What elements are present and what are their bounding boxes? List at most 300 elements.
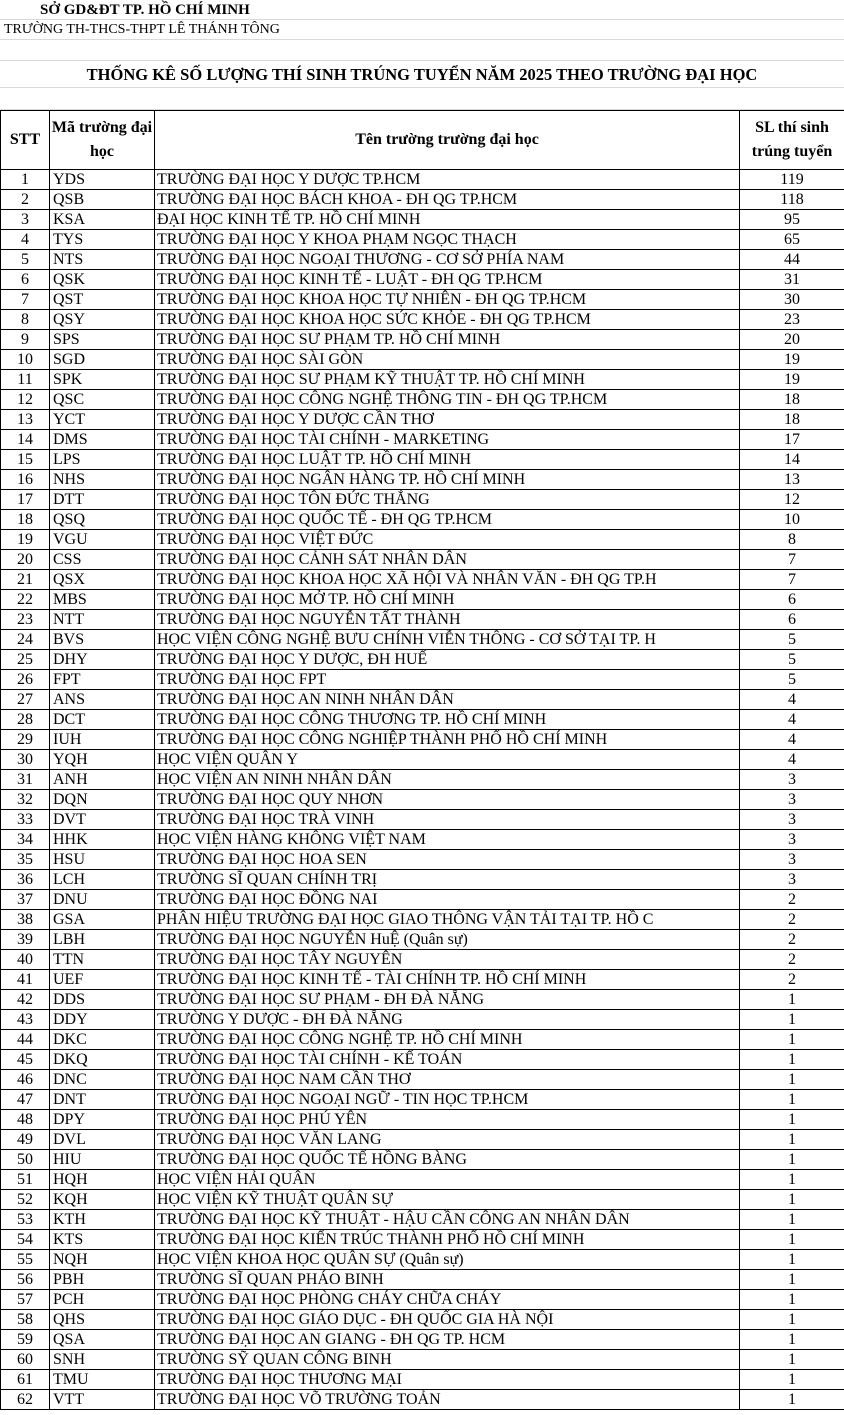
table-row bbox=[1, 510, 844, 530]
cell-stt: 25 bbox=[1, 650, 50, 670]
cell-admitted-count: 10 bbox=[740, 510, 844, 530]
cell-school-code: NTT bbox=[50, 610, 155, 630]
cell-school-code: DDS bbox=[50, 990, 155, 1010]
cell-school-name: TRƯỜNG ĐẠI HỌC SÀI GÒN bbox=[155, 350, 740, 370]
cell-school-code: DVT bbox=[50, 810, 155, 830]
cell-stt: 61 bbox=[1, 1370, 50, 1390]
cell-admitted-count: 3 bbox=[740, 790, 844, 810]
column-header-admitted-count: SL thí sinh trúng tuyển bbox=[740, 111, 844, 170]
cell-admitted-count: 5 bbox=[740, 650, 844, 670]
cell-admitted-count: 8 bbox=[740, 530, 844, 550]
organization-name: SỞ GD&ĐT TP. HỒ CHÍ MINH bbox=[0, 0, 844, 20]
cell-stt: 42 bbox=[1, 990, 50, 1010]
admissions-table bbox=[0, 110, 844, 1410]
table-row bbox=[1, 210, 844, 230]
cell-school-name: TRƯỜNG ĐẠI HỌC THƯƠNG MẠI bbox=[155, 1370, 740, 1390]
cell-admitted-count: 4 bbox=[740, 690, 844, 710]
table-row bbox=[1, 1230, 844, 1250]
cell-stt: 44 bbox=[1, 1030, 50, 1050]
cell-stt: 20 bbox=[1, 550, 50, 570]
cell-stt: 47 bbox=[1, 1090, 50, 1110]
cell-admitted-count: 19 bbox=[740, 350, 844, 370]
cell-school-code: KTH bbox=[50, 1210, 155, 1230]
cell-school-code: KTS bbox=[50, 1230, 155, 1250]
cell-school-name: ĐẠI HỌC KINH TẾ TP. HỒ CHÍ MINH bbox=[155, 210, 740, 230]
cell-stt: 35 bbox=[1, 850, 50, 870]
column-header-school-name: Tên trường trường đại học bbox=[155, 111, 740, 170]
cell-stt: 40 bbox=[1, 950, 50, 970]
table-row bbox=[1, 930, 844, 950]
cell-school-name: TRƯỜNG ĐẠI HỌC TÂY NGUYÊN bbox=[155, 950, 740, 970]
cell-admitted-count: 1 bbox=[740, 1250, 844, 1270]
cell-school-code: SGD bbox=[50, 350, 155, 370]
cell-admitted-count: 19 bbox=[740, 370, 844, 390]
cell-school-code: LPS bbox=[50, 450, 155, 470]
cell-school-code: HIU bbox=[50, 1150, 155, 1170]
table-row bbox=[1, 790, 844, 810]
cell-school-name: TRƯỜNG ĐẠI HỌC CÔNG NGHIỆP THÀNH PHỐ HỒ CHÍ MINH bbox=[155, 730, 740, 750]
cell-school-name: TRƯỜNG ĐẠI HỌC NGUYỄN HuỆ (Quân sự) bbox=[155, 930, 740, 950]
table-row bbox=[1, 1050, 844, 1070]
cell-admitted-count: 4 bbox=[740, 750, 844, 770]
cell-school-code: TMU bbox=[50, 1370, 155, 1390]
cell-stt: 36 bbox=[1, 870, 50, 890]
cell-admitted-count: 119 bbox=[740, 170, 844, 190]
cell-admitted-count: 1 bbox=[740, 1070, 844, 1090]
cell-school-name: TRƯỜNG ĐẠI HỌC NAM CẦN THƠ bbox=[155, 1070, 740, 1090]
table-row bbox=[1, 550, 844, 570]
cell-school-name: TRƯỜNG ĐẠI HỌC TÀI CHÍNH - KẾ TOÁN bbox=[155, 1050, 740, 1070]
cell-admitted-count: 2 bbox=[740, 910, 844, 930]
cell-admitted-count: 1 bbox=[740, 1290, 844, 1310]
cell-admitted-count: 17 bbox=[740, 430, 844, 450]
cell-school-code: CSS bbox=[50, 550, 155, 570]
cell-school-code: KSA bbox=[50, 210, 155, 230]
cell-admitted-count: 1 bbox=[740, 1130, 844, 1150]
cell-school-code: QSA bbox=[50, 1330, 155, 1350]
cell-admitted-count: 1 bbox=[740, 1190, 844, 1210]
cell-school-code: DHY bbox=[50, 650, 155, 670]
cell-school-code: LCH bbox=[50, 870, 155, 890]
cell-school-code: MBS bbox=[50, 590, 155, 610]
cell-admitted-count: 20 bbox=[740, 330, 844, 350]
cell-admitted-count: 1 bbox=[740, 1370, 844, 1390]
table-row bbox=[1, 470, 844, 490]
cell-school-name: TRƯỜNG ĐẠI HỌC BÁCH KHOA - ĐH QG TP.HCM bbox=[155, 190, 740, 210]
cell-stt: 23 bbox=[1, 610, 50, 630]
cell-school-name: TRƯỜNG SỸ QUAN CÔNG BINH bbox=[155, 1350, 740, 1370]
cell-admitted-count: 3 bbox=[740, 810, 844, 830]
cell-school-code: QST bbox=[50, 290, 155, 310]
cell-admitted-count: 4 bbox=[740, 730, 844, 750]
cell-school-name: TRƯỜNG ĐẠI HỌC NGOẠI THƯƠNG - CƠ SỞ PHÍA NAM bbox=[155, 250, 740, 270]
cell-admitted-count: 12 bbox=[740, 490, 844, 510]
table-row bbox=[1, 1330, 844, 1350]
cell-admitted-count: 3 bbox=[740, 770, 844, 790]
cell-school-code: DNT bbox=[50, 1090, 155, 1110]
table-row bbox=[1, 850, 844, 870]
cell-stt: 30 bbox=[1, 750, 50, 770]
cell-admitted-count: 1 bbox=[740, 1310, 844, 1330]
cell-stt: 27 bbox=[1, 690, 50, 710]
cell-stt: 51 bbox=[1, 1170, 50, 1190]
table-row bbox=[1, 1070, 844, 1090]
cell-school-name: TRƯỜNG ĐẠI HỌC AN NINH NHÂN DÂN bbox=[155, 690, 740, 710]
report-title: THỐNG KÊ SỐ LƯỢNG THÍ SINH TRÚNG TUYỂN NĂM 2025 THEO TRƯỜNG ĐẠI HỌC bbox=[0, 61, 844, 88]
cell-school-name: TRƯỜNG ĐẠI HỌC VĂN LANG bbox=[155, 1130, 740, 1150]
cell-school-code: LBH bbox=[50, 930, 155, 950]
cell-school-code: DDY bbox=[50, 1010, 155, 1030]
cell-admitted-count: 4 bbox=[740, 710, 844, 730]
cell-school-code: DPY bbox=[50, 1110, 155, 1130]
cell-stt: 11 bbox=[1, 370, 50, 390]
cell-school-code: YCT bbox=[50, 410, 155, 430]
cell-admitted-count: 65 bbox=[740, 230, 844, 250]
cell-admitted-count: 23 bbox=[740, 310, 844, 330]
cell-school-code: UEF bbox=[50, 970, 155, 990]
cell-stt: 48 bbox=[1, 1110, 50, 1130]
table-row bbox=[1, 350, 844, 370]
cell-school-name: TRƯỜNG SĨ QUAN PHÁO BINH bbox=[155, 1270, 740, 1290]
cell-admitted-count: 2 bbox=[740, 950, 844, 970]
cell-admitted-count: 1 bbox=[740, 1230, 844, 1250]
cell-school-code: DMS bbox=[50, 430, 155, 450]
cell-admitted-count: 1 bbox=[740, 1170, 844, 1190]
cell-stt: 57 bbox=[1, 1290, 50, 1310]
table-row bbox=[1, 890, 844, 910]
cell-school-name: TRƯỜNG ĐẠI HỌC NGUYỄN TẤT THÀNH bbox=[155, 610, 740, 630]
table-row bbox=[1, 1170, 844, 1190]
cell-admitted-count: 1 bbox=[740, 1150, 844, 1170]
cell-school-code: YQH bbox=[50, 750, 155, 770]
cell-school-code: ANS bbox=[50, 690, 155, 710]
cell-stt: 4 bbox=[1, 230, 50, 250]
table-row bbox=[1, 650, 844, 670]
cell-school-code: DTT bbox=[50, 490, 155, 510]
cell-school-code: QHS bbox=[50, 1310, 155, 1330]
cell-stt: 28 bbox=[1, 710, 50, 730]
table-row bbox=[1, 990, 844, 1010]
cell-stt: 55 bbox=[1, 1250, 50, 1270]
cell-school-name: TRƯỜNG ĐẠI HỌC NGÂN HÀNG TP. HỒ CHÍ MINH bbox=[155, 470, 740, 490]
table-row bbox=[1, 1350, 844, 1370]
cell-school-code: BVS bbox=[50, 630, 155, 650]
cell-admitted-count: 1 bbox=[740, 1390, 844, 1410]
cell-admitted-count: 5 bbox=[740, 630, 844, 650]
table-row bbox=[1, 1110, 844, 1130]
table-row bbox=[1, 330, 844, 350]
cell-admitted-count: 118 bbox=[740, 190, 844, 210]
cell-school-name: TRƯỜNG ĐẠI HỌC KHOA HỌC TỰ NHIÊN - ĐH QG TP.HCM bbox=[155, 290, 740, 310]
cell-stt: 24 bbox=[1, 630, 50, 650]
cell-admitted-count: 2 bbox=[740, 970, 844, 990]
table-row bbox=[1, 690, 844, 710]
cell-school-name: TRƯỜNG ĐẠI HỌC VIỆT ĐỨC bbox=[155, 530, 740, 550]
cell-stt: 54 bbox=[1, 1230, 50, 1250]
cell-admitted-count: 1 bbox=[740, 1050, 844, 1070]
cell-school-name: HỌC VIỆN KHOA HỌC QUÂN SỰ (Quân sự) bbox=[155, 1250, 740, 1270]
table-row bbox=[1, 1310, 844, 1330]
table-row bbox=[1, 810, 844, 830]
table-row bbox=[1, 430, 844, 450]
cell-school-code: GSA bbox=[50, 910, 155, 930]
blank-row bbox=[0, 88, 844, 110]
cell-school-code: NHS bbox=[50, 470, 155, 490]
cell-stt: 37 bbox=[1, 890, 50, 910]
table-row bbox=[1, 730, 844, 750]
cell-school-code: QSX bbox=[50, 570, 155, 590]
cell-admitted-count: 7 bbox=[740, 550, 844, 570]
cell-school-code: SPK bbox=[50, 370, 155, 390]
cell-school-name: TRƯỜNG ĐẠI HỌC Y DƯỢC TP.HCM bbox=[155, 170, 740, 190]
cell-stt: 13 bbox=[1, 410, 50, 430]
cell-admitted-count: 1 bbox=[740, 1030, 844, 1050]
cell-school-code: SNH bbox=[50, 1350, 155, 1370]
cell-admitted-count: 18 bbox=[740, 410, 844, 430]
cell-admitted-count: 1 bbox=[740, 1210, 844, 1230]
cell-school-code: FPT bbox=[50, 670, 155, 690]
table-row bbox=[1, 1370, 844, 1390]
cell-school-name: TRƯỜNG ĐẠI HỌC SƯ PHẠM - ĐH ĐÀ NẴNG bbox=[155, 990, 740, 1010]
cell-school-code: TTN bbox=[50, 950, 155, 970]
table-row bbox=[1, 230, 844, 250]
cell-school-name: TRƯỜNG ĐẠI HỌC QUỐC TẾ HỒNG BÀNG bbox=[155, 1150, 740, 1170]
cell-stt: 1 bbox=[1, 170, 50, 190]
table-row bbox=[1, 1130, 844, 1150]
cell-school-name: TRƯỜNG ĐẠI HỌC AN GIANG - ĐH QG TP. HCM bbox=[155, 1330, 740, 1350]
cell-stt: 38 bbox=[1, 910, 50, 930]
cell-school-name: TRƯỜNG ĐẠI HỌC QUY NHƠN bbox=[155, 790, 740, 810]
cell-stt: 34 bbox=[1, 830, 50, 850]
cell-school-code: DNC bbox=[50, 1070, 155, 1090]
table-row bbox=[1, 830, 844, 850]
cell-stt: 15 bbox=[1, 450, 50, 470]
cell-admitted-count: 1 bbox=[740, 1350, 844, 1370]
cell-stt: 46 bbox=[1, 1070, 50, 1090]
table-row bbox=[1, 870, 844, 890]
cell-school-name: TRƯỜNG ĐẠI HỌC LUẬT TP. HỒ CHÍ MINH bbox=[155, 450, 740, 470]
cell-stt: 16 bbox=[1, 470, 50, 490]
cell-school-name: TRƯỜNG ĐẠI HỌC SƯ PHẠM KỸ THUẬT TP. HỒ CHÍ MINH bbox=[155, 370, 740, 390]
table-row bbox=[1, 410, 844, 430]
cell-admitted-count: 1 bbox=[740, 1330, 844, 1350]
table-row bbox=[1, 1150, 844, 1170]
table-row bbox=[1, 710, 844, 730]
cell-school-code: DKC bbox=[50, 1030, 155, 1050]
table-row bbox=[1, 270, 844, 290]
cell-stt: 45 bbox=[1, 1050, 50, 1070]
cell-school-name: TRƯỜNG ĐẠI HỌC FPT bbox=[155, 670, 740, 690]
table-row bbox=[1, 190, 844, 210]
cell-admitted-count: 1 bbox=[740, 990, 844, 1010]
cell-stt: 10 bbox=[1, 350, 50, 370]
cell-school-code: HHK bbox=[50, 830, 155, 850]
cell-admitted-count: 1 bbox=[740, 1270, 844, 1290]
table-row bbox=[1, 970, 844, 990]
table-row bbox=[1, 1010, 844, 1030]
cell-stt: 8 bbox=[1, 310, 50, 330]
table-row bbox=[1, 630, 844, 650]
cell-school-name: TRƯỜNG ĐẠI HỌC TÀI CHÍNH - MARKETING bbox=[155, 430, 740, 450]
cell-admitted-count: 14 bbox=[740, 450, 844, 470]
table-row bbox=[1, 1190, 844, 1210]
cell-admitted-count: 3 bbox=[740, 870, 844, 890]
cell-stt: 3 bbox=[1, 210, 50, 230]
cell-admitted-count: 44 bbox=[740, 250, 844, 270]
cell-stt: 49 bbox=[1, 1130, 50, 1150]
cell-school-name: HỌC VIỆN KỸ THUẬT QUÂN SỰ bbox=[155, 1190, 740, 1210]
table-row bbox=[1, 670, 844, 690]
cell-stt: 29 bbox=[1, 730, 50, 750]
table-header-row bbox=[1, 111, 844, 170]
cell-school-name: TRƯỜNG ĐẠI HỌC ĐỒNG NAI bbox=[155, 890, 740, 910]
cell-stt: 19 bbox=[1, 530, 50, 550]
table-row bbox=[1, 310, 844, 330]
cell-school-code: NQH bbox=[50, 1250, 155, 1270]
cell-school-code: KQH bbox=[50, 1190, 155, 1210]
cell-admitted-count: 3 bbox=[740, 850, 844, 870]
cell-admitted-count: 3 bbox=[740, 830, 844, 850]
table-row bbox=[1, 1270, 844, 1290]
table-row bbox=[1, 1090, 844, 1110]
cell-admitted-count: 18 bbox=[740, 390, 844, 410]
cell-school-name: TRƯỜNG ĐẠI HỌC HOA SEN bbox=[155, 850, 740, 870]
table-row bbox=[1, 1030, 844, 1050]
cell-school-name: TRƯỜNG ĐẠI HỌC KINH TẾ - TÀI CHÍNH TP. HỒ CHÍ MINH bbox=[155, 970, 740, 990]
cell-admitted-count: 7 bbox=[740, 570, 844, 590]
cell-school-code: TYS bbox=[50, 230, 155, 250]
cell-school-code: NTS bbox=[50, 250, 155, 270]
cell-school-code: PBH bbox=[50, 1270, 155, 1290]
cell-school-name: HỌC VIỆN HÀNG KHÔNG VIỆT NAM bbox=[155, 830, 740, 850]
table-row bbox=[1, 770, 844, 790]
cell-school-code: SPS bbox=[50, 330, 155, 350]
cell-stt: 43 bbox=[1, 1010, 50, 1030]
cell-stt: 33 bbox=[1, 810, 50, 830]
cell-school-code: DCT bbox=[50, 710, 155, 730]
cell-school-code: QSK bbox=[50, 270, 155, 290]
table-row bbox=[1, 910, 844, 930]
table-row bbox=[1, 1390, 844, 1410]
cell-school-name: TRƯỜNG ĐẠI HỌC Y DƯỢC, ĐH HUẾ bbox=[155, 650, 740, 670]
table-row bbox=[1, 290, 844, 310]
cell-school-code: DQN bbox=[50, 790, 155, 810]
cell-admitted-count: 5 bbox=[740, 670, 844, 690]
cell-school-name: HỌC VIỆN AN NINH NHÂN DÂN bbox=[155, 770, 740, 790]
cell-admitted-count: 1 bbox=[740, 1110, 844, 1130]
cell-stt: 2 bbox=[1, 190, 50, 210]
cell-admitted-count: 30 bbox=[740, 290, 844, 310]
cell-school-code: VTT bbox=[50, 1390, 155, 1410]
cell-stt: 12 bbox=[1, 390, 50, 410]
blank-row bbox=[0, 40, 844, 61]
cell-stt: 56 bbox=[1, 1270, 50, 1290]
table-row bbox=[1, 250, 844, 270]
table-row bbox=[1, 370, 844, 390]
cell-stt: 60 bbox=[1, 1350, 50, 1370]
cell-stt: 6 bbox=[1, 270, 50, 290]
cell-admitted-count: 2 bbox=[740, 930, 844, 950]
cell-school-name: TRƯỜNG ĐẠI HỌC CẢNH SÁT NHÂN DÂN bbox=[155, 550, 740, 570]
cell-school-name: HỌC VIỆN QUÂN Y bbox=[155, 750, 740, 770]
cell-school-name: TRƯỜNG ĐẠI HỌC VÕ TRƯỜNG TOẢN bbox=[155, 1390, 740, 1410]
cell-school-name: PHÂN HIỆU TRƯỜNG ĐẠI HỌC GIAO THÔNG VẬN TẢI TẠI TP. HỒ C bbox=[155, 910, 740, 930]
cell-stt: 21 bbox=[1, 570, 50, 590]
cell-school-code: IUH bbox=[50, 730, 155, 750]
column-header-stt: STT bbox=[1, 111, 50, 170]
table-row bbox=[1, 530, 844, 550]
cell-stt: 22 bbox=[1, 590, 50, 610]
cell-school-name: TRƯỜNG ĐẠI HỌC CÔNG THƯƠNG TP. HỒ CHÍ MINH bbox=[155, 710, 740, 730]
cell-stt: 52 bbox=[1, 1190, 50, 1210]
cell-stt: 14 bbox=[1, 430, 50, 450]
cell-school-name: TRƯỜNG ĐẠI HỌC TÔN ĐỨC THẮNG bbox=[155, 490, 740, 510]
cell-school-name: TRƯỜNG ĐẠI HỌC CÔNG NGHỆ THÔNG TIN - ĐH QG TP.HCM bbox=[155, 390, 740, 410]
table-row bbox=[1, 490, 844, 510]
table-row bbox=[1, 390, 844, 410]
table-row bbox=[1, 1250, 844, 1270]
cell-school-code: QSC bbox=[50, 390, 155, 410]
table-row bbox=[1, 590, 844, 610]
cell-school-name: TRƯỜNG ĐẠI HỌC KIẾN TRÚC THÀNH PHỐ HỒ CHÍ MINH bbox=[155, 1230, 740, 1250]
cell-school-name: TRƯỜNG SĨ QUAN CHÍNH TRỊ bbox=[155, 870, 740, 890]
cell-admitted-count: 13 bbox=[740, 470, 844, 490]
cell-school-code: QSQ bbox=[50, 510, 155, 530]
cell-admitted-count: 1 bbox=[740, 1090, 844, 1110]
cell-stt: 7 bbox=[1, 290, 50, 310]
cell-school-code: PCH bbox=[50, 1290, 155, 1310]
school-name: TRƯỜNG TH-THCS-THPT LÊ THÁNH TÔNG bbox=[0, 20, 844, 40]
cell-school-name: TRƯỜNG ĐẠI HỌC NGOẠI NGỮ - TIN HỌC TP.HCM bbox=[155, 1090, 740, 1110]
cell-stt: 32 bbox=[1, 790, 50, 810]
cell-school-name: TRƯỜNG ĐẠI HỌC QUỐC TẾ - ĐH QG TP.HCM bbox=[155, 510, 740, 530]
cell-school-name: TRƯỜNG Y DƯỢC - ĐH ĐÀ NẴNG bbox=[155, 1010, 740, 1030]
table-row bbox=[1, 1290, 844, 1310]
cell-admitted-count: 2 bbox=[740, 890, 844, 910]
cell-stt: 62 bbox=[1, 1390, 50, 1410]
cell-stt: 59 bbox=[1, 1330, 50, 1350]
cell-school-code: YDS bbox=[50, 170, 155, 190]
cell-school-code: DVL bbox=[50, 1130, 155, 1150]
table-row bbox=[1, 450, 844, 470]
cell-school-name: TRƯỜNG ĐẠI HỌC SƯ PHẠM TP. HỒ CHÍ MINH bbox=[155, 330, 740, 350]
table-body bbox=[1, 170, 844, 1410]
cell-school-name: TRƯỜNG ĐẠI HỌC Y KHOA PHẠM NGỌC THẠCH bbox=[155, 230, 740, 250]
cell-admitted-count: 95 bbox=[740, 210, 844, 230]
cell-school-name: TRƯỜNG ĐẠI HỌC PHÒNG CHÁY CHỮA CHÁY bbox=[155, 1290, 740, 1310]
cell-school-code: QSB bbox=[50, 190, 155, 210]
cell-school-name: TRƯỜNG ĐẠI HỌC PHÚ YÊN bbox=[155, 1110, 740, 1130]
cell-school-code: ANH bbox=[50, 770, 155, 790]
cell-school-name: TRƯỜNG ĐẠI HỌC CÔNG NGHỆ TP. HỒ CHÍ MINH bbox=[155, 1030, 740, 1050]
cell-stt: 39 bbox=[1, 930, 50, 950]
cell-stt: 26 bbox=[1, 670, 50, 690]
cell-stt: 41 bbox=[1, 970, 50, 990]
cell-school-code: HQH bbox=[50, 1170, 155, 1190]
cell-admitted-count: 6 bbox=[740, 610, 844, 630]
cell-admitted-count: 31 bbox=[740, 270, 844, 290]
cell-school-name: TRƯỜNG ĐẠI HỌC KINH TẾ - LUẬT - ĐH QG TP.HCM bbox=[155, 270, 740, 290]
cell-school-code: QSY bbox=[50, 310, 155, 330]
cell-school-name: TRƯỜNG ĐẠI HỌC TRÀ VINH bbox=[155, 810, 740, 830]
cell-admitted-count: 1 bbox=[740, 1010, 844, 1030]
cell-stt: 9 bbox=[1, 330, 50, 350]
cell-school-name: TRƯỜNG ĐẠI HỌC KHOA HỌC SỨC KHỎE - ĐH QG TP.HCM bbox=[155, 310, 740, 330]
cell-stt: 17 bbox=[1, 490, 50, 510]
cell-stt: 31 bbox=[1, 770, 50, 790]
cell-stt: 53 bbox=[1, 1210, 50, 1230]
cell-school-name: TRƯỜNG ĐẠI HỌC KHOA HỌC XÃ HỘI VÀ NHÂN VĂN - ĐH QG TP.H bbox=[155, 570, 740, 590]
